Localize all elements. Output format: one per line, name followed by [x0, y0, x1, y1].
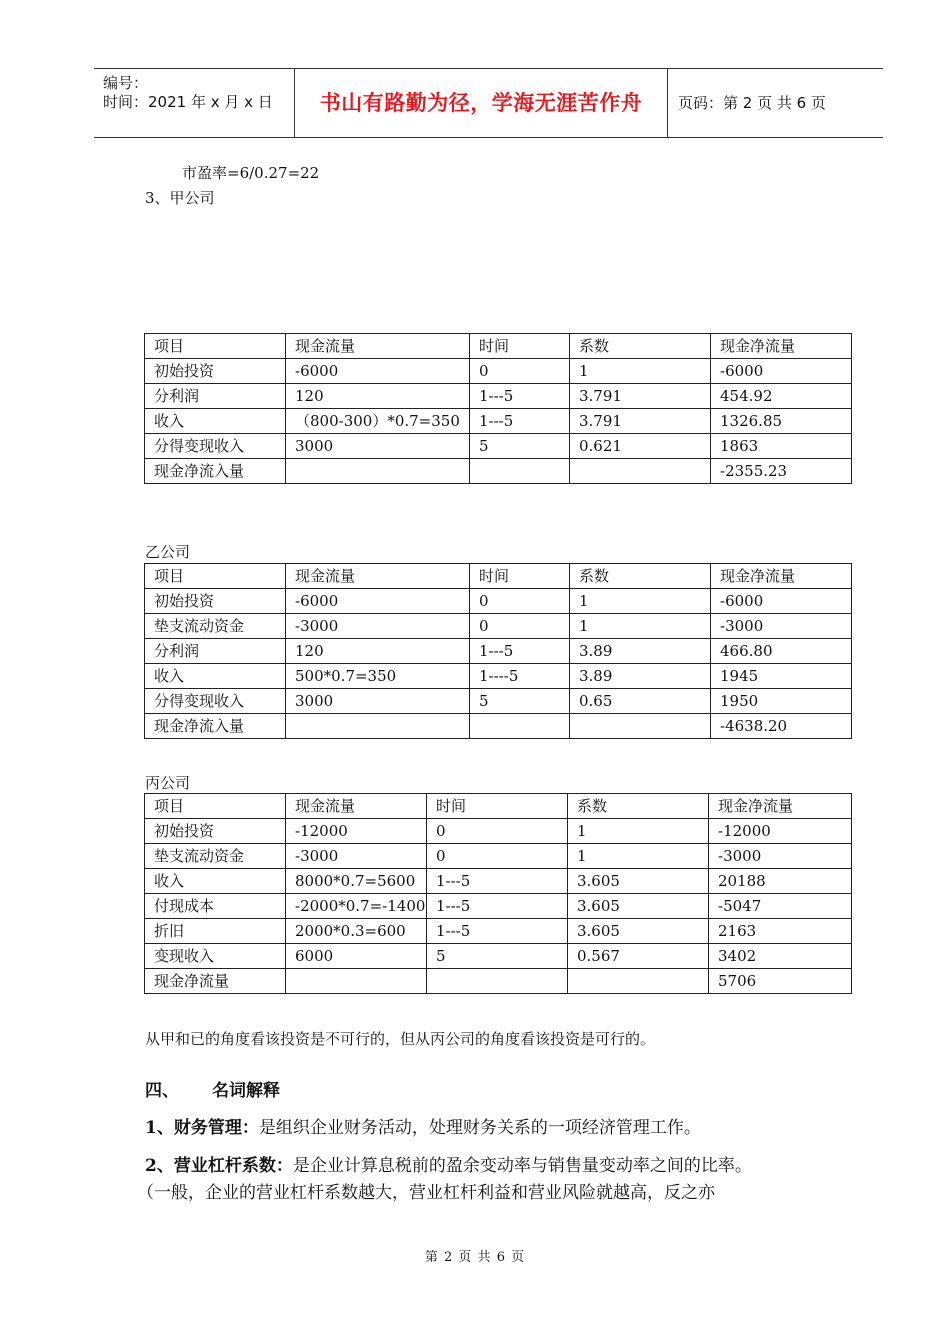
table-row — [145, 894, 852, 919]
table-cell: 1 — [570, 614, 711, 639]
table-cell — [427, 969, 568, 994]
table-header-cell: 系数 — [568, 794, 709, 819]
table-cell: 5 — [470, 434, 570, 459]
table-cell — [286, 969, 427, 994]
table-cell — [286, 714, 470, 739]
table-cell: 1 — [570, 589, 711, 614]
table-cell: 收入 — [145, 664, 286, 689]
table-cell: 3.605 — [568, 869, 709, 894]
table-cell: -6000 — [711, 359, 852, 384]
table-cell: 6000 — [286, 944, 427, 969]
table-cell: 3000 — [286, 434, 470, 459]
header-motto: 书山有路勤为径，学海无涯苦作舟 — [295, 69, 668, 137]
table-cell: 1 — [570, 359, 711, 384]
section3-title: 3、甲公司 — [145, 189, 215, 207]
table-row — [145, 639, 852, 664]
table-row — [145, 664, 852, 689]
table-row — [145, 819, 852, 844]
table-cell: -3000 — [709, 844, 852, 869]
table-cell: -5047 — [709, 894, 852, 919]
table-row — [145, 969, 852, 994]
table-cell: 分得变现收入 — [145, 689, 286, 714]
table-cell: 1---5 — [470, 384, 570, 409]
table-cell: 0 — [470, 359, 570, 384]
table-row — [145, 844, 852, 869]
table-cell: 收入 — [145, 409, 286, 434]
table-cell: -3000 — [286, 614, 470, 639]
company-c-table — [144, 793, 852, 994]
table-header-cell: 系数 — [570, 564, 711, 589]
table-header-cell: 时间 — [470, 334, 570, 359]
table-cell: （800-300）*0.7=350 — [286, 409, 470, 434]
table-header-cell: 项目 — [145, 334, 286, 359]
table-cell: -12000 — [709, 819, 852, 844]
table-row — [145, 714, 852, 739]
table-cell: 466.80 — [711, 639, 852, 664]
table-row — [145, 589, 852, 614]
table-header-cell: 现金流量 — [286, 564, 470, 589]
table-cell: 120 — [286, 384, 470, 409]
term-1-name: 1、财务管理： — [145, 1118, 259, 1138]
table-cell — [570, 714, 711, 739]
table-cell: -2000*0.7=-1400 — [286, 894, 427, 919]
table-cell: -6000 — [286, 589, 470, 614]
table-cell: 现金净流入量 — [145, 459, 286, 484]
table-cell: 现金净流入量 — [145, 714, 286, 739]
table-cell: -3000 — [711, 614, 852, 639]
table-header-cell: 现金净流量 — [711, 564, 852, 589]
table-cell: 2163 — [709, 919, 852, 944]
table-cell: 0.621 — [570, 434, 711, 459]
table-cell: 3.89 — [570, 639, 711, 664]
table-row — [145, 459, 852, 484]
table-cell: 初始投资 — [145, 359, 286, 384]
table-cell: 20188 — [709, 869, 852, 894]
table-cell: 8000*0.7=5600 — [286, 869, 427, 894]
table-header-cell: 现金流量 — [286, 334, 470, 359]
table-header-row — [145, 564, 852, 589]
table-header-cell: 项目 — [145, 794, 286, 819]
table-cell: -3000 — [286, 844, 427, 869]
header-meta — [94, 69, 295, 137]
table-row — [145, 869, 852, 894]
pe-ratio-line: 市盈率=6/0.27=22 — [182, 164, 320, 182]
table-cell: 5706 — [709, 969, 852, 994]
table-cell: 1 — [568, 844, 709, 869]
table-cell — [570, 459, 711, 484]
table-row — [145, 689, 852, 714]
term-2-definition: 是企业计算息税前的盈余变动率与销售量变动率之间的比率。 — [292, 1156, 752, 1176]
table-cell: 500*0.7=350 — [286, 664, 470, 689]
table-cell: 垫支流动资金 — [145, 614, 286, 639]
table-row — [145, 409, 852, 434]
table-cell: 1326.85 — [711, 409, 852, 434]
table-cell: 454.92 — [711, 384, 852, 409]
table-cell: 分得变现收入 — [145, 434, 286, 459]
table-row — [145, 614, 852, 639]
table-header-row — [145, 794, 852, 819]
table-cell: 3.605 — [568, 894, 709, 919]
table-cell: 现金净流量 — [145, 969, 286, 994]
table-cell: 0 — [470, 589, 570, 614]
table-cell — [470, 714, 570, 739]
table-cell: 0 — [427, 819, 568, 844]
table-header-cell: 项目 — [145, 564, 286, 589]
table-row — [145, 359, 852, 384]
table-cell: -6000 — [286, 359, 470, 384]
table-cell: 初始投资 — [145, 819, 286, 844]
table-cell: 5 — [470, 689, 570, 714]
table-cell: 3.791 — [570, 384, 711, 409]
company-b-title: 乙公司 — [145, 543, 191, 561]
term-2-name: 2、营业杠杆系数： — [145, 1156, 293, 1176]
header-number: 编号： — [103, 74, 149, 92]
table-header-cell: 时间 — [470, 564, 570, 589]
table-cell: 折旧 — [145, 919, 286, 944]
term-2-continuation: （一般，企业的营业杠杆系数越大，营业杠杆利益和营业风险就越高，反之亦 — [137, 1183, 715, 1203]
term-2 — [145, 1151, 752, 1176]
company-b-table — [144, 563, 852, 739]
table-cell: -12000 — [286, 819, 427, 844]
table-row — [145, 944, 852, 969]
table-row — [145, 384, 852, 409]
table-cell: 3.605 — [568, 919, 709, 944]
table-header-cell: 时间 — [427, 794, 568, 819]
table-cell: 0 — [427, 844, 568, 869]
company-a-table — [144, 333, 852, 484]
table-cell — [286, 459, 470, 484]
table-cell: 2000*0.3=600 — [286, 919, 427, 944]
table-cell: 3.791 — [570, 409, 711, 434]
table-cell: 3000 — [286, 689, 470, 714]
table-cell: 1---5 — [470, 639, 570, 664]
table-cell: 付现成本 — [145, 894, 286, 919]
table-cell: 垫支流动资金 — [145, 844, 286, 869]
section4-title: 名词解释 — [212, 1081, 280, 1101]
table-cell: 分利润 — [145, 384, 286, 409]
table-cell: 5 — [427, 944, 568, 969]
conclusion: 从甲和已的角度看该投资是不可行的，但从丙公司的角度看该投资是可行的。 — [145, 1030, 656, 1048]
table-cell: 1945 — [711, 664, 852, 689]
table-row — [145, 919, 852, 944]
section4-number: 四、 — [145, 1081, 179, 1101]
table-cell: 1---5 — [427, 919, 568, 944]
table-cell: -4638.20 — [711, 714, 852, 739]
term-1 — [145, 1113, 701, 1138]
page-footer: 第 2 页 共 6 页 — [424, 1250, 526, 1265]
table-cell: 1---5 — [470, 409, 570, 434]
table-cell: 0 — [470, 614, 570, 639]
table-cell — [470, 459, 570, 484]
table-cell: 变现收入 — [145, 944, 286, 969]
table-cell — [568, 969, 709, 994]
header-page-number: 页码：第 2 页 共 6 页 — [678, 94, 826, 112]
table-cell: 0.65 — [570, 689, 711, 714]
table-cell: 1---5 — [427, 894, 568, 919]
table-header-cell: 现金流量 — [286, 794, 427, 819]
table-cell: 收入 — [145, 869, 286, 894]
header-time: 时间：2021 年 x 月 x 日 — [103, 93, 273, 111]
table-cell: 3402 — [709, 944, 852, 969]
table-cell: 1863 — [711, 434, 852, 459]
page-header — [94, 68, 883, 138]
company-c-title: 丙公司 — [145, 774, 191, 792]
table-header-row — [145, 334, 852, 359]
table-cell: 1 — [568, 819, 709, 844]
table-cell: 120 — [286, 639, 470, 664]
table-header-cell: 现金净流量 — [711, 334, 852, 359]
table-cell: 1---5 — [427, 869, 568, 894]
table-cell: 3.89 — [570, 664, 711, 689]
table-row — [145, 434, 852, 459]
table-cell: -6000 — [711, 589, 852, 614]
table-cell: 1----5 — [470, 664, 570, 689]
table-header-cell: 系数 — [570, 334, 711, 359]
term-1-definition: 是组织企业财务活动，处理财务关系的一项经济管理工作。 — [258, 1118, 701, 1138]
table-header-cell: 现金净流量 — [709, 794, 852, 819]
table-cell: 1950 — [711, 689, 852, 714]
table-cell: 初始投资 — [145, 589, 286, 614]
table-cell: 分利润 — [145, 639, 286, 664]
table-cell: -2355.23 — [711, 459, 852, 484]
table-cell: 0.567 — [568, 944, 709, 969]
